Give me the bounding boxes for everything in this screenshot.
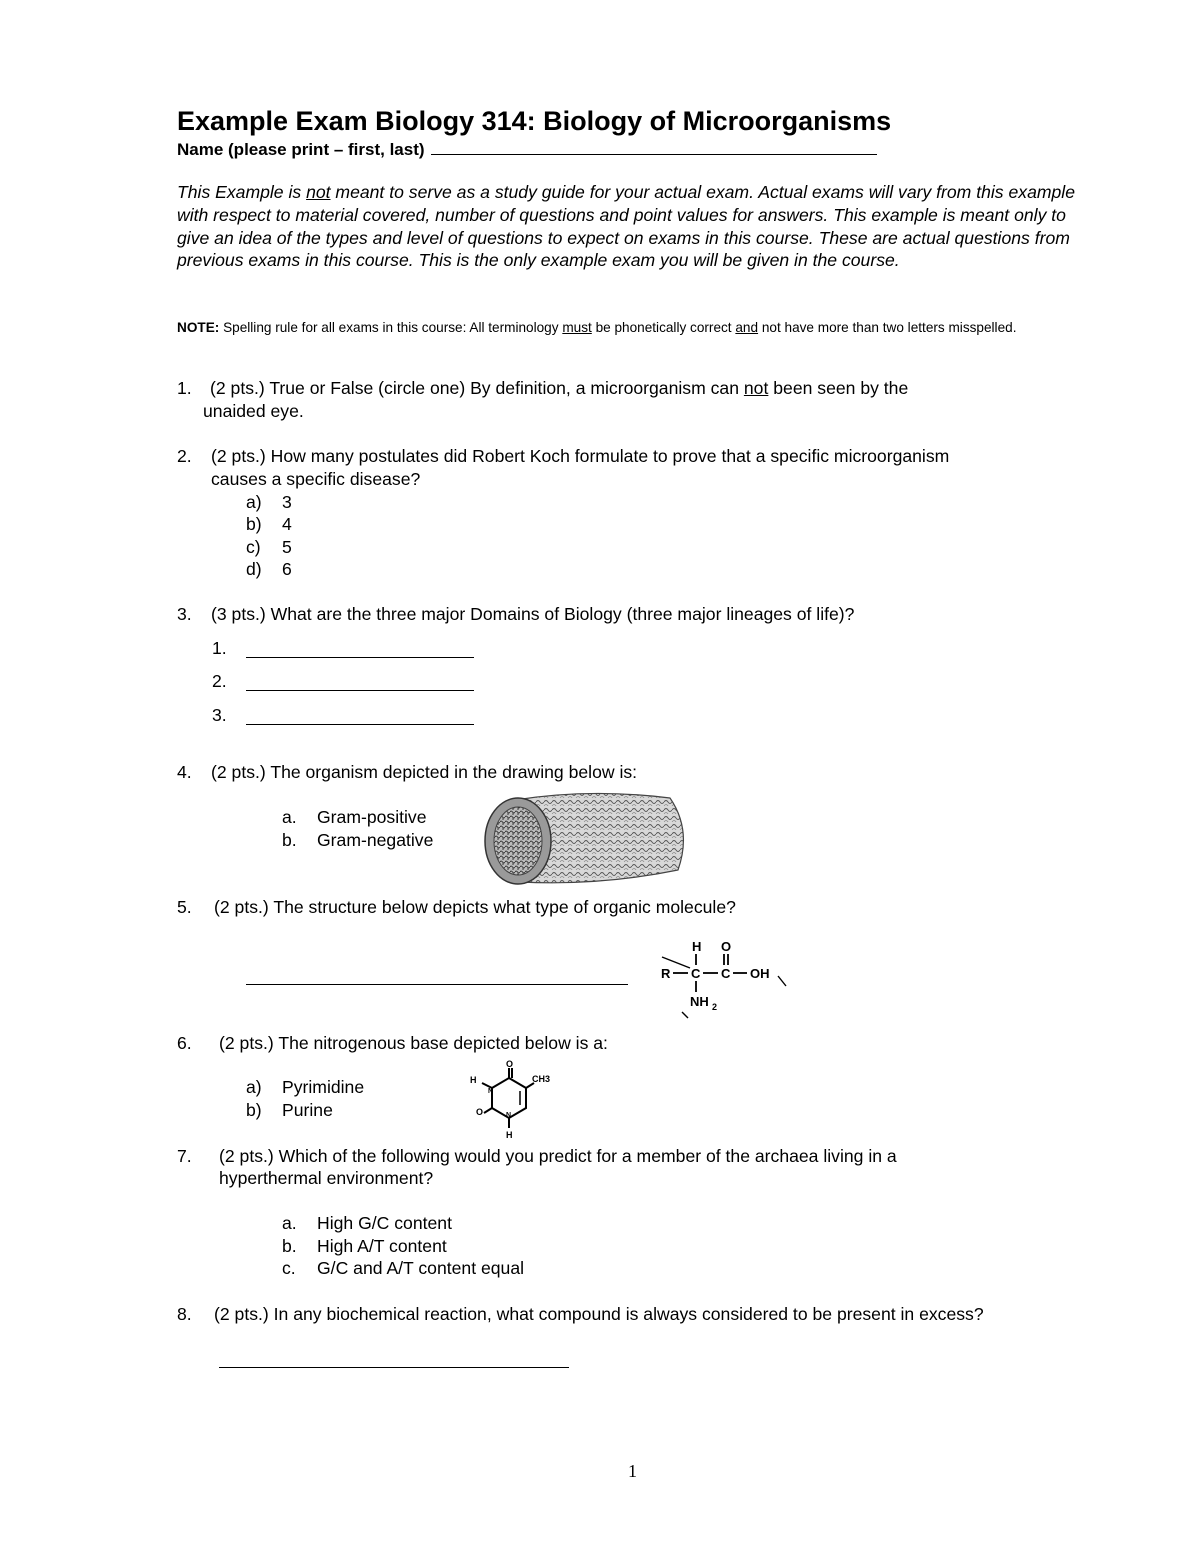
q8-text: (2 pts.) In any biochemical reaction, what compound is always considered to be present in excess? (214, 1304, 984, 1324)
option-letter: b) (246, 514, 262, 534)
q6-option-a[interactable] (246, 1076, 365, 1099)
spelling-note (177, 319, 1077, 337)
option-letter: a) (246, 1077, 262, 1097)
q2-option-d[interactable] (246, 558, 292, 581)
q5-number: 5. (177, 897, 192, 917)
page-number: 1 (628, 1461, 637, 1481)
thy-n-bot: N (506, 1112, 512, 1119)
q7-option-b[interactable] (282, 1235, 447, 1258)
intro-not-underlined: not (306, 182, 331, 202)
blank-number: 1. (212, 638, 227, 658)
note-and: and (735, 320, 759, 335)
q7-text: (2 pts.) Which of the following would you predict for a member of the archaea living in a (219, 1146, 897, 1166)
answer-line[interactable] (246, 637, 474, 658)
option-letter: b) (246, 1100, 262, 1120)
q2-option-c[interactable] (246, 536, 292, 559)
option-text: 6 (282, 559, 292, 579)
q8-number: 8. (177, 1304, 192, 1324)
q1-not: not (743, 378, 769, 398)
note-text-3: not have more than two letters misspelled. (758, 320, 1017, 335)
option-text: Gram-negative (317, 830, 434, 850)
chem-oh: OH (750, 966, 770, 981)
q7-text-cont: hyperthermal environment? (219, 1168, 434, 1188)
option-text: Gram-positive (317, 807, 427, 827)
thymine-structure (462, 1058, 562, 1142)
q5-text: (2 pts.) The structure below depicts what type of organic molecule? (214, 897, 736, 917)
chem-o: O (721, 939, 732, 954)
intro-text-2: meant to serve as a study guide for your actual exam. Actual exams will vary from this example with respect to material covered, number of questions and point values for answers. This example is meant only to give an idea of the types and level of questions to expect on exams in this course. These are actual questions from previous exams in this course. This is the only example exam you will be given in the course. (177, 182, 1075, 271)
option-letter: a) (246, 492, 262, 512)
chem-sub2: 2 (712, 1002, 718, 1012)
option-text: Purine (282, 1100, 333, 1120)
q6-option-b[interactable] (246, 1099, 333, 1122)
option-text: G/C and A/T content equal (317, 1258, 525, 1278)
answer-line[interactable] (246, 704, 474, 725)
option-letter: c. (282, 1258, 296, 1278)
q4-number: 4. (177, 762, 192, 782)
q6-number: 6. (177, 1033, 192, 1053)
chem-h: H (692, 939, 702, 954)
q7-option-c[interactable] (282, 1257, 525, 1280)
note-label: NOTE: (177, 320, 220, 335)
name-label: Name (please print – first, last) (177, 140, 425, 159)
blank-number: 2. (212, 671, 227, 691)
option-letter: b. (282, 830, 297, 850)
thy-n-top: N (488, 1088, 494, 1095)
option-text: 5 (282, 537, 292, 557)
name-field-row (177, 138, 877, 160)
q6-text: (2 pts.) The nitrogenous base depicted below is a: (219, 1033, 608, 1053)
option-letter: d) (246, 559, 262, 579)
option-text: High G/C content (317, 1213, 452, 1233)
chem-c2: C (721, 966, 731, 981)
thy-h-bot: H (506, 1130, 513, 1140)
blank-number: 3. (212, 705, 227, 725)
answer-line[interactable] (246, 670, 474, 691)
option-letter: a. (282, 807, 297, 827)
thy-h-left: H (470, 1075, 477, 1085)
q2-text-cont: causes a specific disease? (211, 469, 421, 489)
note-text-1: Spelling rule for all exams in this course: All terminology (219, 320, 563, 335)
q7-number: 7. (177, 1146, 192, 1166)
q2-text: (2 pts.) How many postulates did Robert Koch formulate to prove that a specific microorganism (211, 446, 950, 466)
note-must: must (562, 320, 592, 335)
note-text-2: be phonetically correct (591, 320, 736, 335)
q1-text-b: been seen by the (768, 378, 909, 398)
q1-number: 1. (177, 378, 192, 398)
option-text: 4 (282, 514, 292, 534)
exam-title: Example Exam Biology 314: Biology of Microorganisms (177, 106, 892, 136)
q5-answer-line[interactable] (246, 966, 628, 985)
name-input-line[interactable] (431, 138, 877, 155)
intro-paragraph (177, 181, 1077, 272)
q3-number: 3. (177, 604, 192, 624)
intro-text-1: This Example is (177, 182, 307, 202)
bacterium-drawing (480, 790, 692, 890)
option-letter: b. (282, 1236, 297, 1256)
chem-r: R (661, 966, 671, 981)
q2-option-b[interactable] (246, 513, 292, 536)
q1-text-a: (2 pts.) True or False (circle one) By definition, a microorganism can (210, 378, 744, 398)
q3-blank-1[interactable] (212, 637, 227, 660)
chem-c1: C (691, 966, 701, 981)
option-text: Pyrimidine (282, 1077, 365, 1097)
option-letter: a. (282, 1213, 297, 1233)
option-text: High A/T content (317, 1236, 447, 1256)
thy-o-top: O (506, 1059, 514, 1069)
thy-ch3: CH3 (532, 1074, 551, 1084)
q2-option-a[interactable] (246, 491, 292, 514)
q2-number: 2. (177, 446, 192, 466)
q3-text: (3 pts.) What are the three major Domains of Biology (three major lineages of life)? (211, 604, 855, 624)
q4-text: (2 pts.) The organism depicted in the drawing below is: (211, 762, 638, 782)
thy-o-left: O (476, 1107, 484, 1117)
option-letter: c) (246, 537, 261, 557)
q3-blank-2[interactable] (212, 670, 227, 693)
q4-option-a[interactable] (282, 806, 427, 829)
q3-blank-3[interactable] (212, 704, 227, 727)
q4-option-b[interactable] (282, 829, 434, 852)
q1-text (210, 377, 908, 400)
q7-option-a[interactable] (282, 1212, 452, 1235)
chem-nh: NH (690, 994, 709, 1009)
amino-acid-structure (650, 936, 800, 1022)
q1-text-cont: unaided eye. (203, 401, 304, 421)
option-text: 3 (282, 492, 292, 512)
q8-answer-line[interactable] (219, 1349, 569, 1368)
